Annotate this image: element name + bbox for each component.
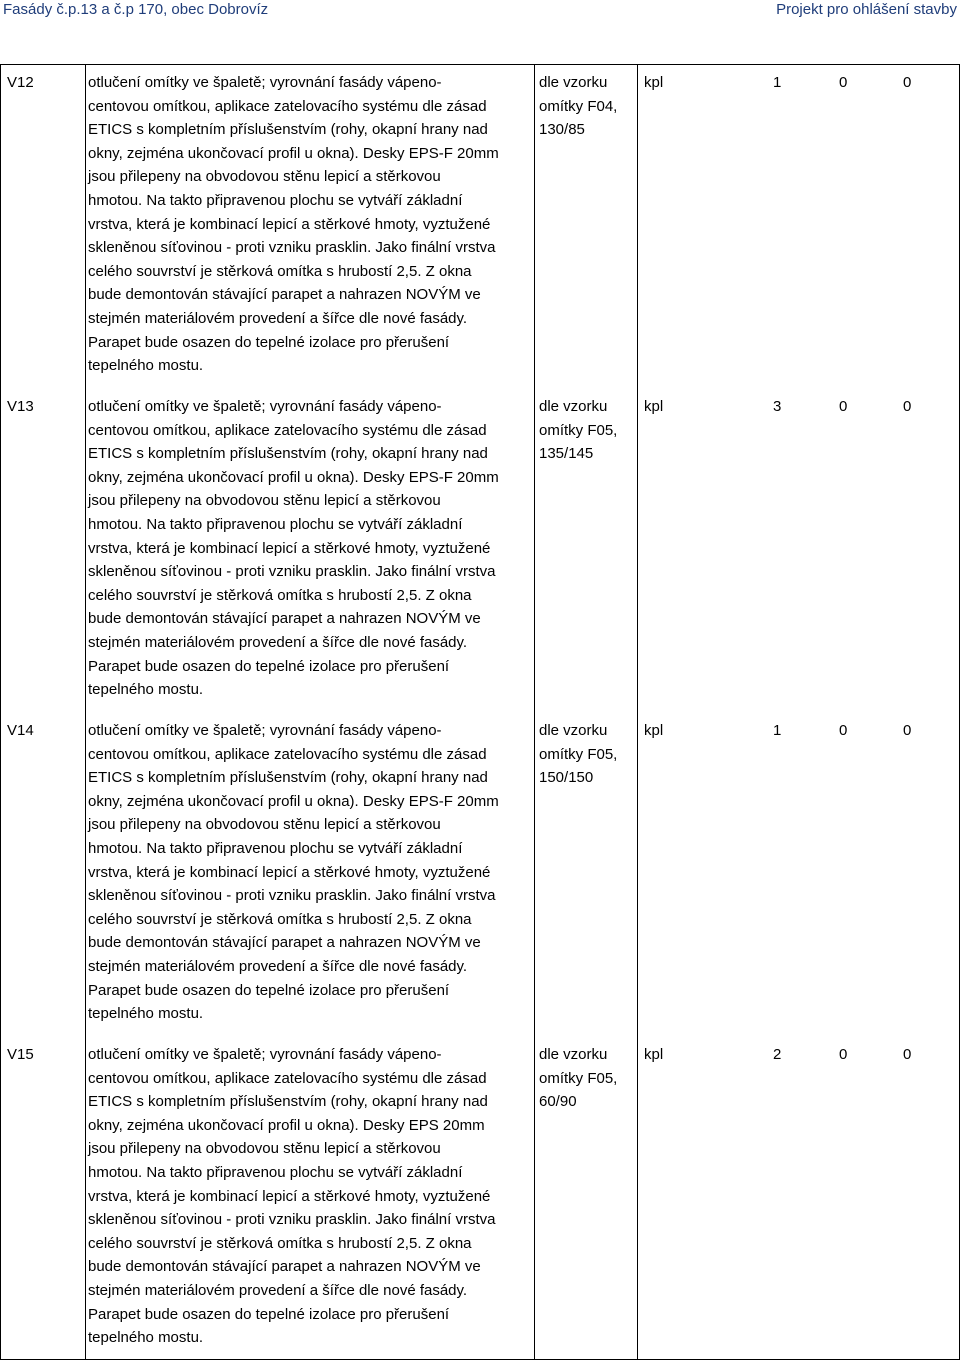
item-value-2: 0: [839, 398, 848, 415]
item-description: otlučení omítky ve špaletě; vyrovnání fasády vápeno- centovou omítkou, aplikace zatelovacího systému dle zásad ETICS s kompletním příslušenstvím (rohy, okapní hrany nad okny, zejména ukončovací profil u okna). Desky EPS-F 20mm jsou přilepeny na obvodovou stěnu lepicí a stěrkovou hmotou. Na takto připravenou plochu se vytváří základní vrstva, která je kombinací lepicí a stěrkové hmoty, vyztužené skleněnou síťovinou - proti vzniku prasklin. Jako finální vrstva celého souvrství je stěrková omítka s hrubostí 2,5. Z okna bude demontován stávající parapet a nahrazen NOVÝM ve stejmén materiálovém provedení a šířce dle nové fasády. Parapet bude osazen do tepelné izolace pro přerušení tepelného mostu.: [88, 74, 499, 375]
item-value-3: 0: [903, 74, 912, 91]
item-value-3: 0: [903, 722, 912, 739]
table-row: [1, 1037, 959, 1361]
item-reference: dle vzorku omítky F05, 135/145: [539, 398, 618, 463]
table-row: [1, 713, 959, 1037]
item-unit: kpl: [644, 398, 664, 415]
item-description: otlučení omítky ve špaletě; vyrovnání fasády vápeno- centovou omítkou, aplikace zatelovacího systému dle zásad ETICS s kompletním příslušenstvím (rohy, okapní hrany nad okny, zejména ukončovací profil u okna). Desky EPS-F 20mm jsou přilepeny na obvodovou stěnu lepicí a stěrkovou hmotou. Na takto připravenou plochu se vytváří základní vrstva, která je kombinací lepicí a stěrkové hmoty, vyztužené skleněnou síťovinou - proti vzniku prasklin. Jako finální vrstva celého souvrství je stěrková omítka s hrubostí 2,5. Z okna bude demontován stávající parapet a nahrazen NOVÝM ve stejmén materiálovém provedení a šířce dle nové fasády. Parapet bude osazen do tepelné izolace pro přerušení tepelného mostu.: [88, 398, 499, 699]
item-value-2: 0: [839, 722, 848, 739]
item-description: otlučení omítky ve špaletě; vyrovnání fasády vápeno- centovou omítkou, aplikace zatelovacího systému dle zásad ETICS s kompletním příslušenstvím (rohy, okapní hrany nad okny, zejména ukončovací profil u okna). Desky EPS 20mm jsou přilepeny na obvodovou stěnu lepicí a stěrkovou hmotou. Na takto připravenou plochu se vytváří základní vrstva, která je kombinací lepicí a stěrkové hmoty, vyztužené skleněnou síťovinou - proti vzniku prasklin. Jako finální vrstva celého souvrství je stěrková omítka s hrubostí 2,5. Z okna bude demontován stávající parapet a nahrazen NOVÝM ve stejmén materiálovém provedení a šířce dle nové fasády. Parapet bude osazen do tepelné izolace pro přerušení tepelného mostu.: [88, 1046, 496, 1347]
item-quantity: 3: [773, 398, 782, 415]
project-stage-label: Projekt pro ohlášení stavby: [776, 1, 957, 18]
item-reference: dle vzorku omítky F05, 150/150: [539, 722, 618, 787]
item-code: V13: [7, 398, 34, 415]
item-code: V14: [7, 722, 34, 739]
table-row: [1, 65, 959, 389]
item-value-2: 0: [839, 74, 848, 91]
item-quantity: 2: [773, 1046, 782, 1063]
item-value-3: 0: [903, 398, 912, 415]
item-unit: kpl: [644, 722, 664, 739]
document-title: Fasády č.p.13 a č.p 170, obec Dobrovíz: [3, 1, 269, 18]
item-code: V15: [7, 1046, 34, 1063]
item-value-3: 0: [903, 1046, 912, 1063]
item-value-2: 0: [839, 1046, 848, 1063]
item-code: V12: [7, 74, 34, 91]
item-unit: kpl: [644, 1046, 664, 1063]
page-header: [0, 0, 960, 28]
item-reference: dle vzorku omítky F04, 130/85: [539, 74, 618, 139]
item-unit: kpl: [644, 74, 664, 91]
items-table: [0, 64, 960, 1360]
item-quantity: 1: [773, 722, 782, 739]
item-quantity: 1: [773, 74, 782, 91]
table-row: [1, 389, 959, 713]
item-description: otlučení omítky ve špaletě; vyrovnání fasády vápeno- centovou omítkou, aplikace zatelovacího systému dle zásad ETICS s kompletním příslušenstvím (rohy, okapní hrany nad okny, zejména ukončovací profil u okna). Desky EPS-F 20mm jsou přilepeny na obvodovou stěnu lepicí a stěrkovou hmotou. Na takto připravenou plochu se vytváří základní vrstva, která je kombinací lepicí a stěrkové hmoty, vyztužené skleněnou síťovinou - proti vzniku prasklin. Jako finální vrstva celého souvrství je stěrková omítka s hrubostí 2,5. Z okna bude demontován stávající parapet a nahrazen NOVÝM ve stejmén materiálovém provedení a šířce dle nové fasády. Parapet bude osazen do tepelné izolace pro přerušení tepelného mostu.: [88, 722, 499, 1023]
item-reference: dle vzorku omítky F05, 60/90: [539, 1046, 618, 1111]
